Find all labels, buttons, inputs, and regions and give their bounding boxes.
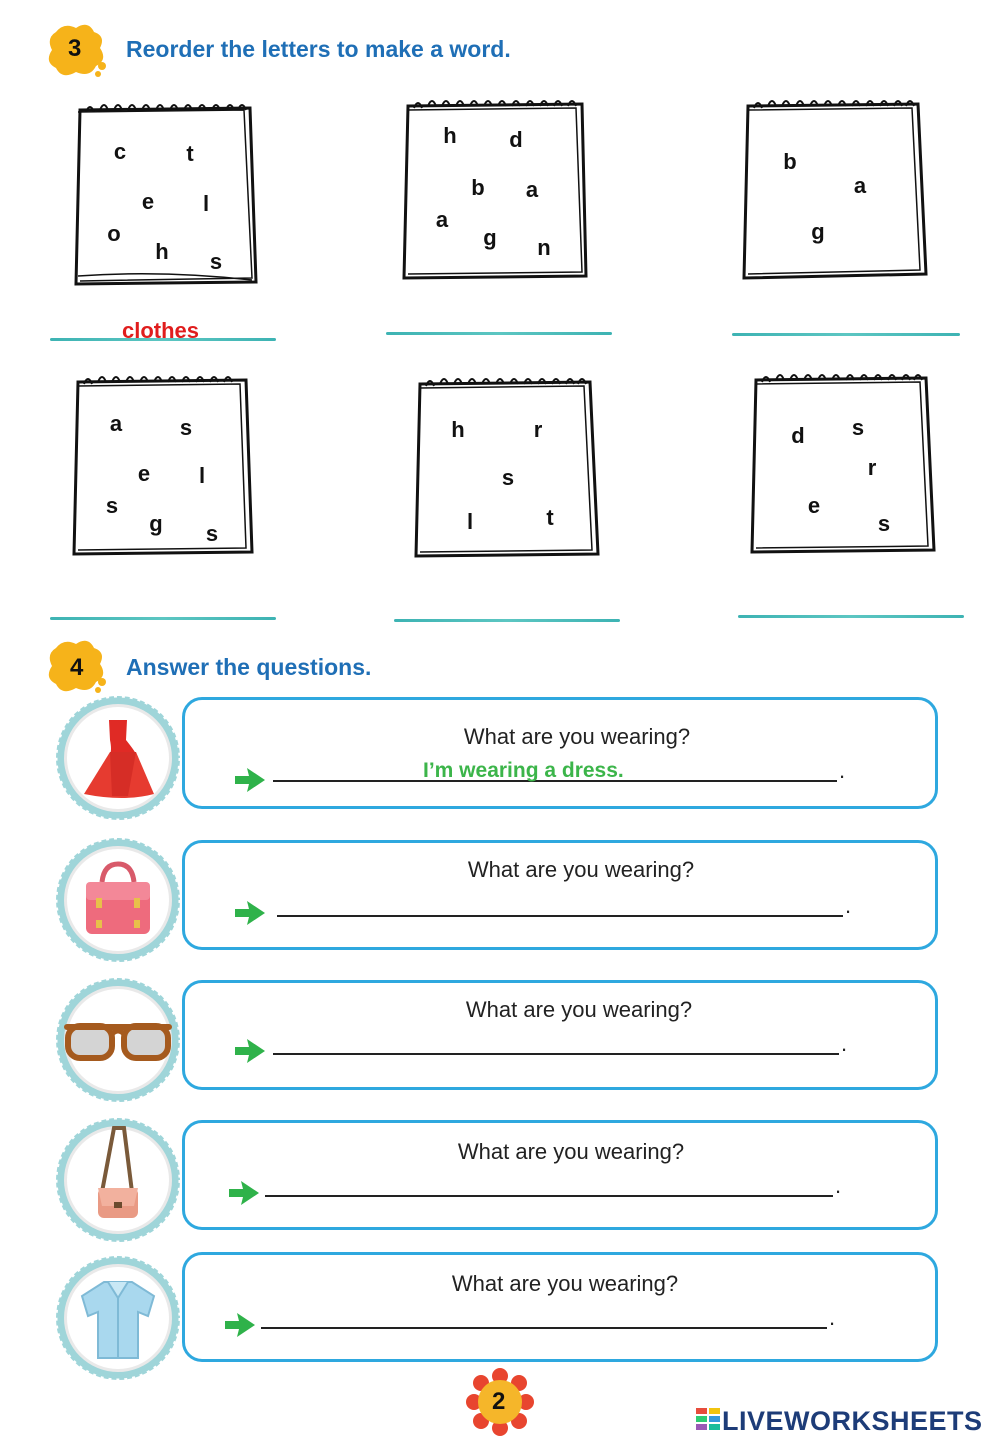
notepad-frame <box>70 372 256 558</box>
question-box-4 <box>182 1120 938 1230</box>
answer-period: . <box>839 758 846 783</box>
notepad-2 <box>400 96 590 282</box>
question-box-3 <box>182 980 938 1090</box>
page-number: 2 <box>492 1388 506 1415</box>
answer-line-2 <box>386 332 612 335</box>
answer-input-4[interactable] <box>54 587 278 617</box>
notepad-1 <box>72 98 258 288</box>
pad-letter: c <box>113 139 127 164</box>
answer-input-2[interactable] <box>390 302 614 332</box>
pad-letter: s <box>877 511 891 536</box>
pad-letter: a <box>109 411 123 436</box>
answer-line <box>265 1195 833 1197</box>
pad-letter: e <box>137 461 151 486</box>
question-box-5 <box>182 1252 938 1362</box>
pad-letter: d <box>791 423 805 448</box>
pad-letter: s <box>209 249 223 274</box>
pad-letter: h <box>451 417 465 442</box>
green-arrow-icon <box>233 766 267 794</box>
section-4-number: 4 <box>70 654 84 681</box>
pad-letter: l <box>466 509 474 534</box>
answer-text[interactable]: I’m wearing a dress. <box>423 759 624 782</box>
section-4-badge <box>46 638 108 694</box>
pad-letter: e <box>141 189 155 214</box>
answer-line <box>261 1327 827 1329</box>
pad-letter: l <box>202 191 210 216</box>
notepad-frame <box>400 96 590 282</box>
green-arrow-icon <box>223 1311 257 1339</box>
pad-letter: h <box>155 239 169 264</box>
answer-line-6 <box>738 615 964 618</box>
answer-text-1[interactable]: clothes <box>122 318 200 343</box>
pad-letter: b <box>471 175 485 200</box>
section-3-title: Reorder the letters to make a word. <box>126 36 511 62</box>
footer-logo-text[interactable]: LIVEWORKSHEETS <box>722 1406 983 1436</box>
pad-letter: o <box>107 221 121 246</box>
answer-input-5[interactable] <box>398 589 622 619</box>
answer-input-6[interactable] <box>742 585 966 615</box>
picture-medal-5 <box>54 1254 182 1382</box>
picture-medal-2 <box>54 836 182 964</box>
pad-letter: b <box>783 149 797 174</box>
question-text: What are you wearing? <box>467 857 695 882</box>
answer-period: . <box>841 1031 848 1056</box>
pad-letter: g <box>483 225 497 250</box>
notepad-5 <box>412 374 602 560</box>
section-3-number: 3 <box>68 35 82 62</box>
pad-letter: t <box>546 505 554 530</box>
question-text: What are you wearing? <box>451 1271 679 1296</box>
question-text: What are you wearing? <box>465 997 693 1022</box>
pad-letter: g <box>811 219 825 244</box>
liveworksheets-logo-icon <box>696 1408 720 1436</box>
pad-letter: r <box>867 455 877 480</box>
answer-line-4 <box>50 617 276 620</box>
question-box-1 <box>182 697 938 809</box>
section-4-title: Answer the questions. <box>126 654 372 680</box>
pad-letter: g <box>149 511 163 536</box>
notepad-frame <box>740 96 930 282</box>
pad-letter: s <box>501 465 515 490</box>
question-text: What are you wearing? <box>463 724 691 749</box>
pad-letter: l <box>198 463 206 488</box>
picture-medal-1 <box>54 694 182 822</box>
pad-letter: a <box>435 207 449 232</box>
pad-letter: s <box>179 415 193 440</box>
answer-line <box>277 915 843 917</box>
page-number-badge <box>466 1368 534 1436</box>
picture-medal-4 <box>54 1116 182 1244</box>
pad-letter: s <box>851 415 865 440</box>
question-text: What are you wearing? <box>457 1139 685 1164</box>
pad-letter: d <box>509 127 523 152</box>
green-arrow-icon <box>227 1179 261 1207</box>
pad-letter: e <box>807 493 821 518</box>
notepad-frame <box>748 370 938 556</box>
answer-input-3[interactable] <box>736 303 960 333</box>
notepad-4 <box>70 372 256 558</box>
green-arrow-icon <box>233 1037 267 1065</box>
pad-letter: n <box>537 235 551 260</box>
answer-line-3 <box>732 333 960 336</box>
pad-letter: r <box>533 417 543 442</box>
question-box-2 <box>182 840 938 950</box>
answer-period: . <box>829 1305 836 1330</box>
pad-letter: s <box>105 493 119 518</box>
picture-medal-3 <box>54 976 182 1104</box>
answer-line <box>273 1053 839 1055</box>
green-arrow-icon <box>233 899 267 927</box>
pad-letter: s <box>205 521 219 546</box>
pad-letter: h <box>443 123 457 148</box>
answer-line-5 <box>394 619 620 622</box>
pad-letter: a <box>525 177 539 202</box>
notepad-6 <box>748 370 938 556</box>
section-3-badge <box>46 22 108 78</box>
answer-period: . <box>835 1173 842 1198</box>
pad-letter: a <box>853 173 867 198</box>
notepad-3 <box>740 96 930 282</box>
pad-letter: t <box>186 141 194 166</box>
answer-period: . <box>845 893 852 918</box>
